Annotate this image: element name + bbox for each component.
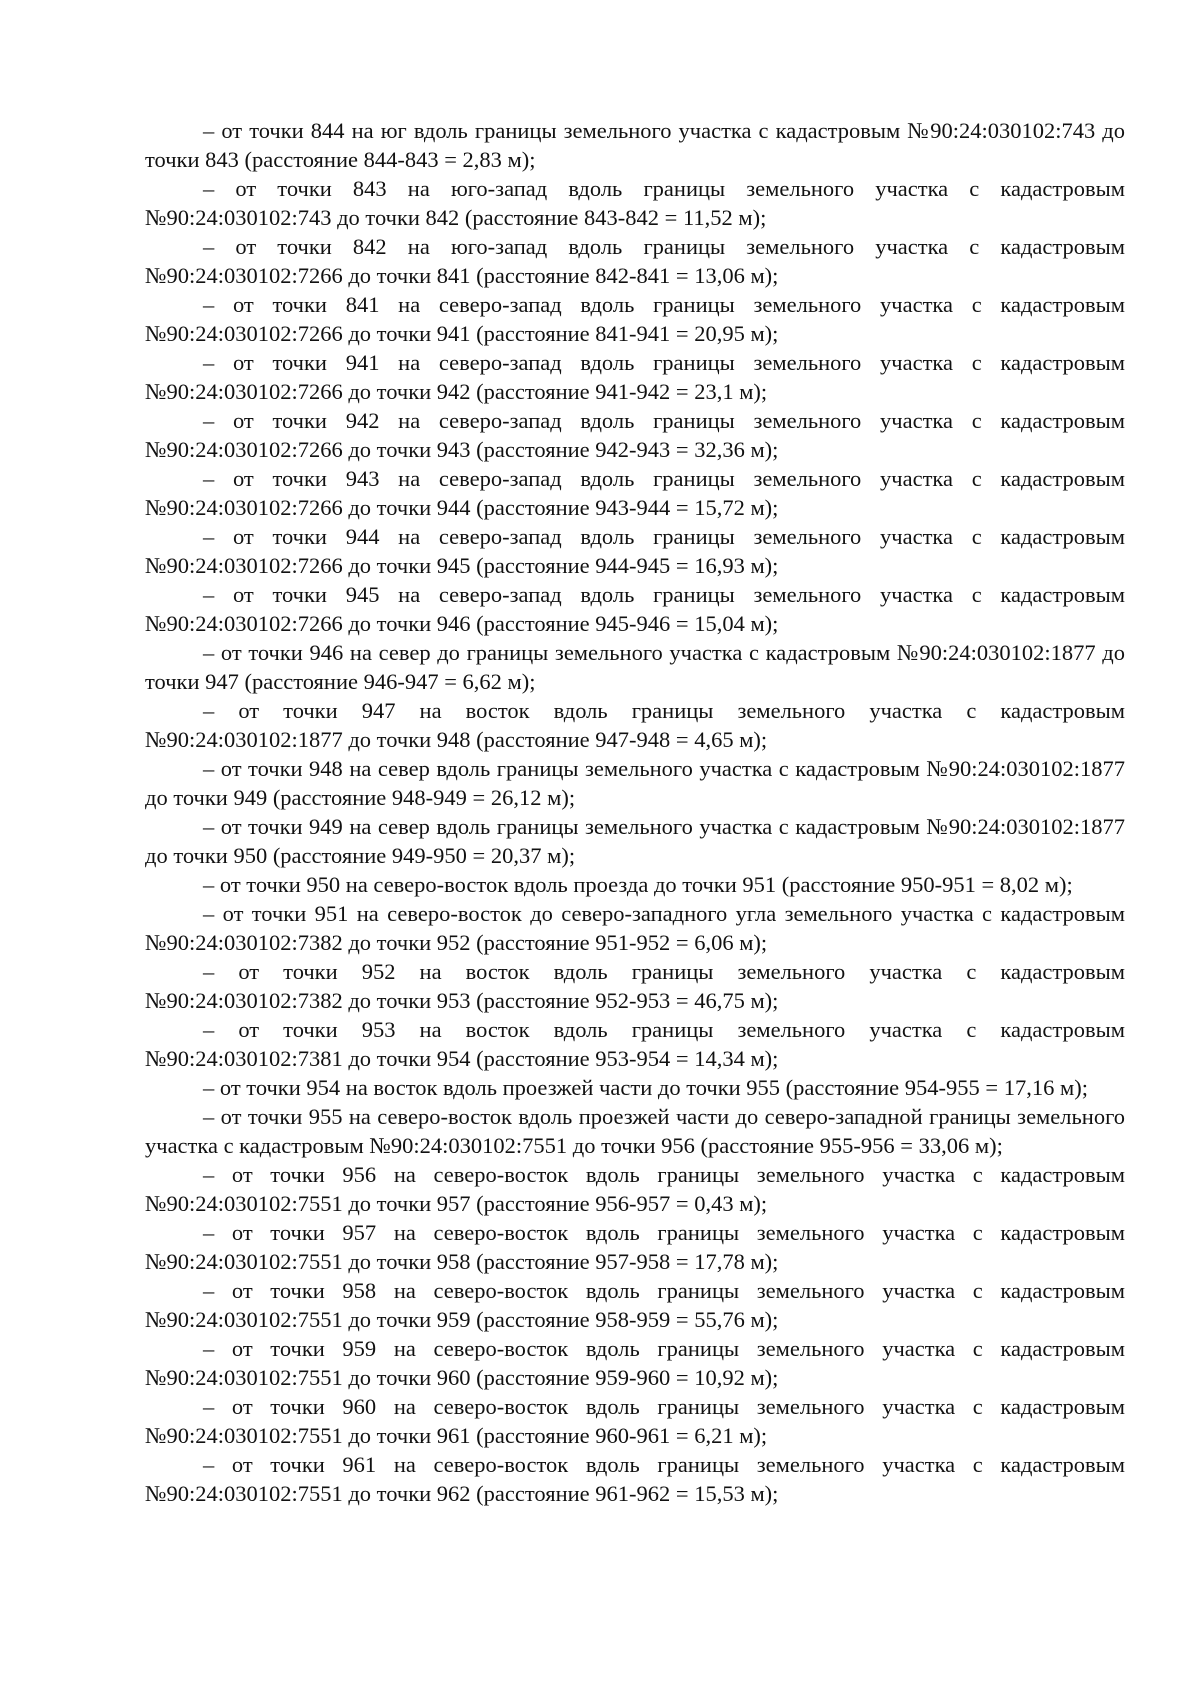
boundary-paragraph: – от точки 955 на северо-восток вдоль проезжей части до северо-западной границы земельного участка с кадастровым №90:24:030102:7551 до точки 956 (расстояние 955-956 = 33,06 м); [145,1104,1125,1158]
boundary-paragraph: – от точки 959 на северо-восток вдоль границы земельного участка с кадастровым №90:24:030102:7551 до точки 960 (расстояние 959-960 = 10,92 м); [145,1336,1125,1390]
boundary-paragraph: – от точки 945 на северо-запад вдоль границы земельного участка с кадастровым №90:24:030102:7266 до точки 946 (расстояние 945-946 = 15,04 м); [145,582,1125,636]
boundary-paragraph: – от точки 943 на северо-запад вдоль границы земельного участка с кадастровым №90:24:030102:7266 до точки 944 (расстояние 943-944 = 15,72 м); [145,466,1125,520]
boundary-paragraph: – от точки 950 на северо-восток вдоль проезда до точки 951 (расстояние 950-951 = 8,02 м); [203,872,1073,897]
boundary-paragraph: – от точки 942 на северо-запад вдоль границы земельного участка с кадастровым №90:24:030102:7266 до точки 943 (расстояние 942-943 = 32,36 м); [145,408,1125,462]
boundary-paragraph: – от точки 949 на север вдоль границы земельного участка с кадастровым №90:24:030102:1877 до точки 950 (расстояние 949-950 = 20,37 м); [145,814,1125,868]
boundary-paragraph: – от точки 951 на северо-восток до северо-западного угла земельного участка с кадастровым №90:24:030102:7382 до точки 952 (расстояние 951-952 = 6,06 м); [145,901,1125,955]
boundary-paragraph: – от точки 941 на северо-запад вдоль границы земельного участка с кадастровым №90:24:030102:7266 до точки 942 (расстояние 941-942 = 23,1 м); [145,350,1125,404]
boundary-paragraph: – от точки 957 на северо-восток вдоль границы земельного участка с кадастровым №90:24:030102:7551 до точки 958 (расстояние 957-958 = 17,78 м); [145,1220,1125,1274]
boundary-paragraph: – от точки 952 на восток вдоль границы земельного участка с кадастровым №90:24:030102:7382 до точки 953 (расстояние 952-953 = 46,75 м); [145,959,1125,1013]
boundary-paragraph: – от точки 960 на северо-восток вдоль границы земельного участка с кадастровым №90:24:030102:7551 до точки 961 (расстояние 960-961 = 6,21 м); [145,1394,1125,1448]
boundary-paragraph: – от точки 944 на северо-запад вдоль границы земельного участка с кадастровым №90:24:030102:7266 до точки 945 (расстояние 944-945 = 16,93 м); [145,524,1125,578]
document-body [145,116,1125,1508]
boundary-paragraph: – от точки 841 на северо-запад вдоль границы земельного участка с кадастровым №90:24:030102:7266 до точки 941 (расстояние 841-941 = 20,95 м); [145,292,1125,346]
boundary-paragraph: – от точки 958 на северо-восток вдоль границы земельного участка с кадастровым №90:24:030102:7551 до точки 959 (расстояние 958-959 = 55,76 м); [145,1278,1125,1332]
boundary-paragraph: – от точки 961 на северо-восток вдоль границы земельного участка с кадастровым №90:24:030102:7551 до точки 962 (расстояние 961-962 = 15,53 м); [145,1452,1125,1506]
boundary-paragraph: – от точки 843 на юго-запад вдоль границы земельного участка с кадастровым №90:24:030102:743 до точки 842 (расстояние 843-842 = 11,52 м); [145,176,1125,230]
boundary-paragraph: – от точки 947 на восток вдоль границы земельного участка с кадастровым №90:24:030102:1877 до точки 948 (расстояние 947-948 = 4,65 м); [145,698,1125,752]
boundary-paragraph: – от точки 956 на северо-восток вдоль границы земельного участка с кадастровым №90:24:030102:7551 до точки 957 (расстояние 956-957 = 0,43 м); [145,1162,1125,1216]
boundary-paragraph: – от точки 954 на восток вдоль проезжей части до точки 955 (расстояние 954-955 = 17,16 м); [203,1075,1088,1100]
boundary-paragraph: – от точки 844 на юг вдоль границы земельного участка с кадастровым №90:24:030102:743 до точки 843 (расстояние 844-843 = 2,83 м); [145,118,1125,172]
boundary-paragraph: – от точки 953 на восток вдоль границы земельного участка с кадастровым №90:24:030102:7381 до точки 954 (расстояние 953-954 = 14,34 м); [145,1017,1125,1071]
boundary-paragraph: – от точки 948 на север вдоль границы земельного участка с кадастровым №90:24:030102:1877 до точки 949 (расстояние 948-949 = 26,12 м); [145,756,1125,810]
boundary-paragraph: – от точки 842 на юго-запад вдоль границы земельного участка с кадастровым №90:24:030102:7266 до точки 841 (расстояние 842-841 = 13,06 м); [145,234,1125,288]
boundary-paragraph: – от точки 946 на север до границы земельного участка с кадастровым №90:24:030102:1877 до точки 947 (расстояние 946-947 = 6,62 м); [145,640,1125,694]
